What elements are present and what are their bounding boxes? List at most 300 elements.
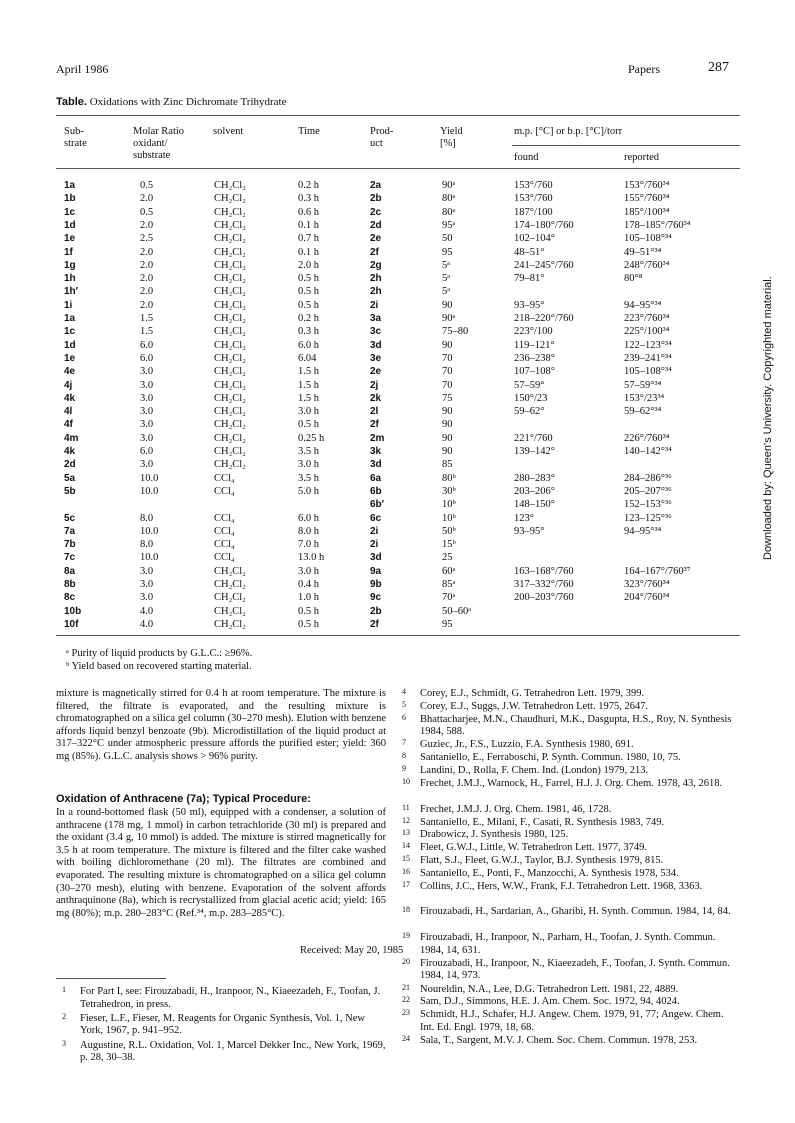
cell-ratio: 2.5 <box>140 233 154 245</box>
cell-found: 221°/760 <box>514 432 553 444</box>
cell-time: 0.25 h <box>298 432 325 444</box>
col-solvent: solvent <box>213 126 244 137</box>
table-caption-label: Table. <box>56 96 87 108</box>
cell-found: 79–81° <box>514 273 545 285</box>
cell-time: 3.0 h <box>298 406 319 418</box>
cell-solvent: CCl₄ <box>214 472 235 484</box>
cell-ratio: 6.0 <box>140 339 154 351</box>
reference-text: Firouzabadi, H., Iranpoor, N., Parham, H., Toofan, J. Synth. Commun. 1984, 14, 631. <box>420 932 716 956</box>
cell-solvent: CH₂Cl₂ <box>214 565 246 577</box>
cell-found: 203–206° <box>514 485 555 497</box>
reference-item <box>402 995 738 1009</box>
cell-product: 3d <box>370 339 382 351</box>
cell-found: 139–142° <box>514 446 555 457</box>
cell-time: 0.5 h <box>298 299 319 311</box>
cell-time: 2.0 h <box>298 259 319 271</box>
col-yield: Yield [%] <box>440 126 463 149</box>
table-footnote: ᵇ Yield based on recovered starting material. <box>66 661 252 672</box>
cell-ratio: 1.5 <box>140 313 154 324</box>
cell-substrate: 1a <box>64 180 76 191</box>
cell-substrate: 5c <box>64 512 76 524</box>
cell-substrate: 1h′ <box>64 286 79 298</box>
cell-substrate: 1d <box>64 219 76 231</box>
cell-yield: 50–60ᵃ <box>442 605 472 617</box>
cell-product: 3d <box>370 459 382 471</box>
reference-number: 1 <box>62 985 66 994</box>
cell-substrate: 10b <box>64 605 82 617</box>
cell-time: 7.0 h <box>298 539 319 551</box>
cell-yield: 70 <box>442 379 453 391</box>
cell-substrate: 4m <box>64 432 79 444</box>
reference-text: Santaniello, E., Ponti, F., Manzocchi, A. Synthesis 1978, 534. <box>420 867 679 879</box>
reference-number: 8 <box>402 751 406 761</box>
cell-yield: 80ᵇ <box>442 472 456 484</box>
cell-ratio: 3.0 <box>140 406 154 418</box>
col-molar-ratio: Molar Ratio oxidant/ substrate <box>133 126 185 161</box>
cell-yield: 10ᵇ <box>442 499 456 511</box>
cell-substrate: 1h <box>64 273 76 285</box>
cell-reported: 204°/760³⁴ <box>624 592 670 604</box>
cell-found: 236–238° <box>514 352 555 364</box>
cell-ratio: 2.0 <box>140 219 154 231</box>
received-date: Received: May 20, 1985 <box>300 945 404 956</box>
cell-reported: 140–142°³⁴ <box>624 446 672 457</box>
cell-product: 2g <box>370 259 382 271</box>
footnote-rule <box>56 978 166 979</box>
reference-item <box>402 687 738 701</box>
cell-product: 9c <box>370 592 382 604</box>
cell-substrate: 4f <box>64 419 73 431</box>
reference-text: Fleet, G.W.J., Little, W. Tetrahedron Lett. 1977, 3749. <box>420 842 648 854</box>
reference-item <box>62 985 386 1011</box>
cell-reported: 152–153°³⁶ <box>624 499 672 511</box>
body-paragraph: mixture is magnetically stirred for 0.4 h at room temperature. The mixture is filtered, the filtrate is evaporated, and the resulting mixture is chromatographed on a silica gel column (30–270 mesh). Elution with benzene affords liquid benzyl benzoate (9b). Microdistillation of the liquid product at 317–322°C under atmospheric pressure affords the purified ester; yield: 360 mg (85%). G.L.C. analysis shows > 96% purity. <box>56 688 386 762</box>
cell-reported: 205–207°³⁶ <box>624 485 672 497</box>
table-caption <box>56 96 286 108</box>
reference-number: 2 <box>62 1011 66 1021</box>
cell-solvent: CH₂Cl₂ <box>214 366 246 378</box>
reference-text: Santaniello, E., Milani, F., Casati, R. Synthesis 1983, 749. <box>420 816 665 828</box>
cell-solvent: CH₂Cl₂ <box>214 605 246 617</box>
cell-substrate: 1c <box>64 326 76 338</box>
cell-product: 6c <box>370 512 382 524</box>
cell-ratio: 4.0 <box>140 605 154 617</box>
cell-solvent: CCl₄ <box>214 552 235 564</box>
reference-text: Sam, D.J., Simmons, H.E. J. Am. Chem. Soc. 1972, 94, 4024. <box>420 996 680 1008</box>
cell-reported: 155°/760³⁴ <box>624 193 670 205</box>
cell-product: 2f <box>370 246 379 258</box>
cell-time: 8.0 h <box>298 525 319 537</box>
cell-ratio: 3.0 <box>140 379 154 391</box>
reference-number: 7 <box>402 738 406 748</box>
reference-number: 16 <box>402 866 410 876</box>
page-number: 287 <box>708 60 729 75</box>
cell-product: 2a <box>370 180 382 191</box>
cell-solvent: CH₂Cl₂ <box>214 406 246 418</box>
reference-number: 19 <box>402 931 410 941</box>
reference-item <box>402 738 738 752</box>
cell-product: 2h <box>370 273 382 285</box>
cell-solvent: CH₂Cl₂ <box>214 286 246 298</box>
cell-ratio: 3.0 <box>140 459 154 471</box>
cell-yield: 90 <box>442 406 453 418</box>
cell-time: 6.0 h <box>298 339 319 351</box>
reference-number: 23 <box>402 1008 410 1018</box>
cell-solvent: CH₂Cl₂ <box>214 219 246 231</box>
cell-found: 241–245°/760 <box>514 259 574 271</box>
cell-found: 93–95° <box>514 525 545 537</box>
cell-substrate: 4k <box>64 446 76 457</box>
cell-time: 1.5 h <box>298 392 319 404</box>
cell-found: 123° <box>514 512 534 524</box>
cell-found: 223°/100 <box>514 326 553 338</box>
cell-time: 0.3 h <box>298 193 319 205</box>
cell-time: 6.0 h <box>298 512 319 524</box>
reference-item <box>402 815 738 830</box>
cell-solvent: CH₂Cl₂ <box>214 259 246 271</box>
reference-text: Fieser, L.F., Fieser, M. Reagents for Organic Synthesis, Vol. 1, New York, 1967, p. 941–952. <box>80 1012 366 1037</box>
reference-item <box>402 828 738 842</box>
cell-product: 2e <box>370 366 382 378</box>
cell-time: 0.4 h <box>298 579 319 590</box>
cell-ratio: 2.0 <box>140 286 154 298</box>
cell-reported: 178–185°/760³⁴ <box>624 219 691 231</box>
cell-solvent: CH₂Cl₂ <box>214 339 246 351</box>
cell-yield: 70 <box>442 366 453 378</box>
section-heading: Oxidation of Anthracene (7a); Typical Procedure: <box>56 793 311 805</box>
cell-time: 5.0 h <box>298 485 319 497</box>
cell-solvent: CH₂Cl₂ <box>214 246 246 258</box>
reference-item <box>402 699 738 714</box>
cell-yield: 5ᵃ <box>442 286 451 298</box>
cell-yield: 75–80 <box>442 326 469 338</box>
cell-product: 2f <box>370 618 379 630</box>
cell-time: 1.0 h <box>298 592 319 604</box>
cell-yield: 5ᵃ <box>442 259 451 271</box>
cell-reported: 185°/100³⁴ <box>624 206 670 218</box>
cell-substrate: 2d <box>64 459 76 471</box>
cell-yield: 50ᵇ <box>442 525 456 537</box>
cell-ratio: 3.0 <box>140 392 154 404</box>
cell-substrate: 1e <box>64 352 76 364</box>
cell-product: 3d <box>370 552 382 564</box>
reference-item <box>402 982 738 997</box>
reference-number: 6 <box>402 712 406 722</box>
cell-ratio: 8.0 <box>140 539 154 551</box>
cell-yield: 85ᵃ <box>442 579 456 590</box>
cell-solvent: CH₂Cl₂ <box>214 592 246 604</box>
cell-product: 2b <box>370 605 382 617</box>
cell-substrate: 1a <box>64 313 76 324</box>
cell-found: 174–180°/760 <box>514 219 574 231</box>
reference-number: 13 <box>402 828 410 838</box>
reference-text: Bhattacharjee, M.N., Chaudhuri, M.K., Dasgupta, H.S., Roy, N. Synthesis 1984, 588. <box>420 713 732 738</box>
reference-text: Landini, D., Rolla, F. Chem. Ind. (London) 1979, 213. <box>420 765 649 777</box>
cell-reported: 323°/760³⁴ <box>624 579 670 590</box>
cell-yield: 90 <box>442 432 453 444</box>
cell-ratio: 3.0 <box>140 366 154 378</box>
cell-found: 218–220°/760 <box>514 313 574 324</box>
cell-ratio: 2.0 <box>140 259 154 271</box>
cell-ratio: 10.0 <box>140 552 159 564</box>
cell-yield: 70 <box>442 352 453 364</box>
cell-ratio: 6.0 <box>140 352 154 364</box>
reference-number: 18 <box>402 905 410 915</box>
cell-found: 150°/23 <box>514 392 548 404</box>
reference-item <box>402 956 738 983</box>
cell-time: 0.1 h <box>298 246 319 258</box>
cell-product: 3c <box>370 326 382 338</box>
cell-ratio: 2.0 <box>140 193 154 205</box>
cell-time: 1.5 h <box>298 366 319 378</box>
cell-solvent: CH₂Cl₂ <box>214 352 246 364</box>
reference-number: 3 <box>62 1038 66 1048</box>
cell-ratio: 3.0 <box>140 432 154 444</box>
table-top-rule <box>56 115 740 116</box>
cell-substrate: 4j <box>64 379 73 391</box>
cell-reported: 105–108°³⁴ <box>624 366 672 378</box>
reference-text: Sala, T., Sargent, M.V. J. Chem. Soc. Chem. Commun. 1978, 253. <box>420 1034 698 1046</box>
cell-found: 102–104° <box>514 233 555 245</box>
cell-yield: 5ᵃ <box>442 273 451 285</box>
cell-ratio: 0.5 <box>140 206 154 218</box>
col-reported: reported <box>624 152 659 163</box>
cell-found: 119–121° <box>514 339 555 351</box>
reference-number: 12 <box>402 815 410 825</box>
cell-yield: 95 <box>442 618 453 630</box>
cell-ratio: 1.5 <box>140 326 154 338</box>
reference-text: Augustine, R.L. Oxidation, Vol. 1, Marcel Dekker Inc., New York, 1969, p. 28, 30–38. <box>80 1039 386 1064</box>
cell-yield: 10ᵇ <box>442 512 456 524</box>
cell-solvent: CH₂Cl₂ <box>214 459 246 471</box>
cell-yield: 95ᵃ <box>442 219 456 231</box>
cell-product: 2h <box>370 286 382 298</box>
reference-item <box>402 764 738 778</box>
reference-text: Drabowicz, J. Synthesis 1980, 125. <box>420 829 569 841</box>
reference-item <box>402 751 738 765</box>
cell-time: 6.04 <box>298 352 317 364</box>
cell-solvent: CH₂Cl₂ <box>214 233 246 245</box>
reference-text: Frechet, J.M.J. J. Org. Chem. 1981, 46, 1728. <box>420 803 612 815</box>
cell-product: 6b′ <box>370 499 385 511</box>
cell-ratio: 3.0 <box>140 579 154 590</box>
cell-solvent: CH₂Cl₂ <box>214 193 246 205</box>
reference-item <box>402 802 738 817</box>
cell-ratio: 2.0 <box>140 273 154 285</box>
cell-solvent: CH₂Cl₂ <box>214 326 246 338</box>
cell-product: 2j <box>370 379 379 391</box>
cell-reported: 49–51°³⁴ <box>624 246 662 258</box>
reference-text: Schmidt, H.J., Schafer, H.J. Angew. Chem. 1979, 91, 77; Angew. Chem. Int. Ed. Engl. 1979, 18, 68. <box>420 1009 724 1033</box>
cell-ratio: 8.0 <box>140 512 154 524</box>
cell-time: 13.0 h <box>298 552 325 564</box>
cell-found: 48–51° <box>514 246 545 258</box>
cell-yield: 80ᵃ <box>442 206 456 218</box>
cell-product: 2e <box>370 233 382 245</box>
reference-item <box>402 776 738 791</box>
cell-reported: 223°/760³⁴ <box>624 313 670 324</box>
cell-product: 6b <box>370 485 382 497</box>
reference-text: Guziec, Jr., F.S., Luzzio, F.A. Synthesis 1980, 691. <box>420 739 634 751</box>
cell-time: 0.2 h <box>298 313 319 324</box>
reference-number: 15 <box>402 854 410 864</box>
reference-text: For Part I, see: Firouzabadi, H., Iranpoor, N., Kiaeezadeh, F., Toofan, J. Tetrahedron, in press. <box>80 986 381 1010</box>
table-caption-text: Oxidations with Zinc Dichromate Trihydrate <box>89 96 287 108</box>
cell-substrate: 4l <box>64 406 73 418</box>
cell-yield: 80ᵃ <box>442 193 456 205</box>
cell-substrate: 8a <box>64 565 76 577</box>
cell-reported: 248°/760³⁴ <box>624 259 670 271</box>
cell-solvent: CH₂Cl₂ <box>214 299 246 311</box>
table-footnote: ᵃ Purity of liquid products by G.L.C.: ≥96%. <box>66 648 253 659</box>
cell-ratio: 2.0 <box>140 246 154 258</box>
cell-solvent: CH₂Cl₂ <box>214 446 246 457</box>
reference-item <box>402 905 738 919</box>
cell-found: 317–332°/760 <box>514 579 574 590</box>
running-date: April 1986 <box>56 62 109 76</box>
reference-number: 4 <box>402 687 406 696</box>
cell-found: 200–203°/760 <box>514 592 574 604</box>
download-notice: Downloaded by: Queen's University. Copyrighted material. <box>762 276 774 560</box>
cell-substrate: 8b <box>64 579 76 590</box>
cell-yield: 30ᵇ <box>442 485 456 497</box>
cell-found: 107–108° <box>514 366 555 378</box>
cell-time: 3.0 h <box>298 459 319 471</box>
cell-substrate: 1g <box>64 259 76 271</box>
cell-substrate: 1c <box>64 206 76 218</box>
cell-yield: 25 <box>442 552 453 564</box>
reference-item <box>62 1038 386 1065</box>
cell-time: 3.0 h <box>298 565 319 577</box>
cell-yield: 90 <box>442 299 453 311</box>
cell-substrate: 1b <box>64 193 76 205</box>
reference-item <box>62 1011 386 1038</box>
cell-solvent: CH₂Cl₂ <box>214 432 246 444</box>
reference-item <box>402 841 738 855</box>
cell-product: 2f <box>370 419 379 431</box>
cell-solvent: CH₂Cl₂ <box>214 313 246 324</box>
cell-found: 153°/760 <box>514 180 553 191</box>
cell-substrate: 1i <box>64 299 73 311</box>
reference-text: Firouzabadi, H., Sardarian, A., Gharibi, H. Synth. Commun. 1984, 14, 84. <box>420 906 731 918</box>
reference-item <box>402 712 738 739</box>
reference-text: Noureldin, N.A., Lee, D.G. Tetrahedron Lett. 1981, 22, 4889. <box>420 983 679 995</box>
cell-substrate: 8c <box>64 592 76 604</box>
cell-product: 2i <box>370 525 379 537</box>
cell-yield: 90 <box>442 339 453 351</box>
cell-ratio: 10.0 <box>140 485 159 497</box>
cell-solvent: CCl₄ <box>214 512 235 524</box>
cell-time: 0.2 h <box>298 180 319 191</box>
cell-reported: 94–95°³⁴ <box>624 299 662 311</box>
reference-item <box>402 854 738 868</box>
cell-yield: 90ᵃ <box>442 180 456 191</box>
cell-solvent: CH₂Cl₂ <box>214 618 246 630</box>
reference-number: 9 <box>402 764 406 774</box>
reference-number: 10 <box>402 776 410 786</box>
cell-solvent: CCl₄ <box>214 539 235 551</box>
reference-number: 21 <box>402 982 410 992</box>
reference-item <box>402 879 738 894</box>
cell-ratio: 6.0 <box>140 446 154 457</box>
reference-number: 17 <box>402 879 410 889</box>
reference-text: Corey, E.J., Suggs, J.W. Tetrahedron Lett. 1975, 2647. <box>420 700 649 712</box>
cell-solvent: CCl₄ <box>214 525 235 537</box>
cell-product: 2l <box>370 406 379 418</box>
cell-yield: 15ᵇ <box>442 539 456 551</box>
cell-yield: 70ᵃ <box>442 592 456 604</box>
cell-time: 0.5 h <box>298 273 319 285</box>
cell-ratio: 3.0 <box>140 565 154 577</box>
cell-reported: 239–241°³⁴ <box>624 352 672 364</box>
cell-time: 0.3 h <box>298 326 319 338</box>
cell-time: 0.7 h <box>298 233 319 245</box>
cell-reported: 225°/100³⁴ <box>624 326 670 338</box>
cell-time: 0.5 h <box>298 419 319 431</box>
cell-product: 3a <box>370 313 382 324</box>
cell-ratio: 2.0 <box>140 299 154 311</box>
cell-solvent: CH₂Cl₂ <box>214 392 246 404</box>
reference-text: Santaniello, E., Ferraboschi, P. Synth. Commun. 1980, 10, 75. <box>420 752 681 764</box>
cell-product: 2k <box>370 392 382 404</box>
cell-time: 0.5 h <box>298 618 319 630</box>
cell-found: 153°/760 <box>514 193 553 205</box>
cell-yield: 95 <box>442 246 453 258</box>
cell-ratio: 4.0 <box>140 618 154 630</box>
reference-number: 24 <box>402 1033 410 1043</box>
cell-found: 57–59° <box>514 379 545 391</box>
cell-substrate: 5b <box>64 485 76 497</box>
cell-solvent: CH₂Cl₂ <box>214 579 246 590</box>
reference-text: Collins, J.C., Hers, W.W., Frank, F.J. Tetrahedron Lett. 1968, 3363. <box>420 880 703 892</box>
cell-product: 9b <box>370 579 382 590</box>
cell-time: 0.5 h <box>298 605 319 617</box>
cell-substrate: 1e <box>64 233 76 245</box>
cell-substrate: 4e <box>64 366 76 378</box>
cell-product: 2c <box>370 206 382 218</box>
reference-item <box>402 866 738 881</box>
reference-number: 11 <box>402 802 410 812</box>
cell-yield: 90 <box>442 419 453 431</box>
col-found: found <box>514 152 539 163</box>
table-header-rule <box>56 168 740 169</box>
cell-found: 187°/100 <box>514 206 553 218</box>
cell-substrate: 7a <box>64 525 76 537</box>
cell-ratio: 3.0 <box>140 419 154 431</box>
cell-yield: 75 <box>442 392 453 404</box>
cell-solvent: CH₂Cl₂ <box>214 379 246 391</box>
cell-product: 6a <box>370 472 382 484</box>
cell-reported: 153°/23³⁴ <box>624 392 665 404</box>
cell-reported: 94–95°³⁴ <box>624 525 662 537</box>
cell-reported: 164–167°/760³⁷ <box>624 565 691 577</box>
cell-yield: 90 <box>442 446 453 457</box>
cell-reported: 122–123°³⁴ <box>624 339 672 351</box>
cell-reported: 153°/760³⁴ <box>624 180 670 191</box>
cell-substrate: 1d <box>64 339 76 351</box>
reference-text: Flatt, S.J., Fleet, G.W.J., Taylor, B.J. Synthesis 1979, 815. <box>420 855 664 867</box>
cell-ratio: 0.5 <box>140 180 154 191</box>
cell-yield: 60ᵃ <box>442 565 456 577</box>
reference-number: 20 <box>402 956 410 966</box>
reference-text: Frechet, J.M.J., Warnock, H., Farrel, H.J. J. Org. Chem. 1978, 43, 2618. <box>420 777 723 789</box>
col-mp: m.p. [°C] or b.p. [°C]/torr <box>514 126 623 137</box>
cell-found: 280–283° <box>514 472 555 484</box>
reference-number: 14 <box>402 841 410 851</box>
reference-number: 5 <box>402 699 406 709</box>
cell-time: 0.6 h <box>298 206 319 218</box>
cell-substrate: 7c <box>64 552 76 564</box>
